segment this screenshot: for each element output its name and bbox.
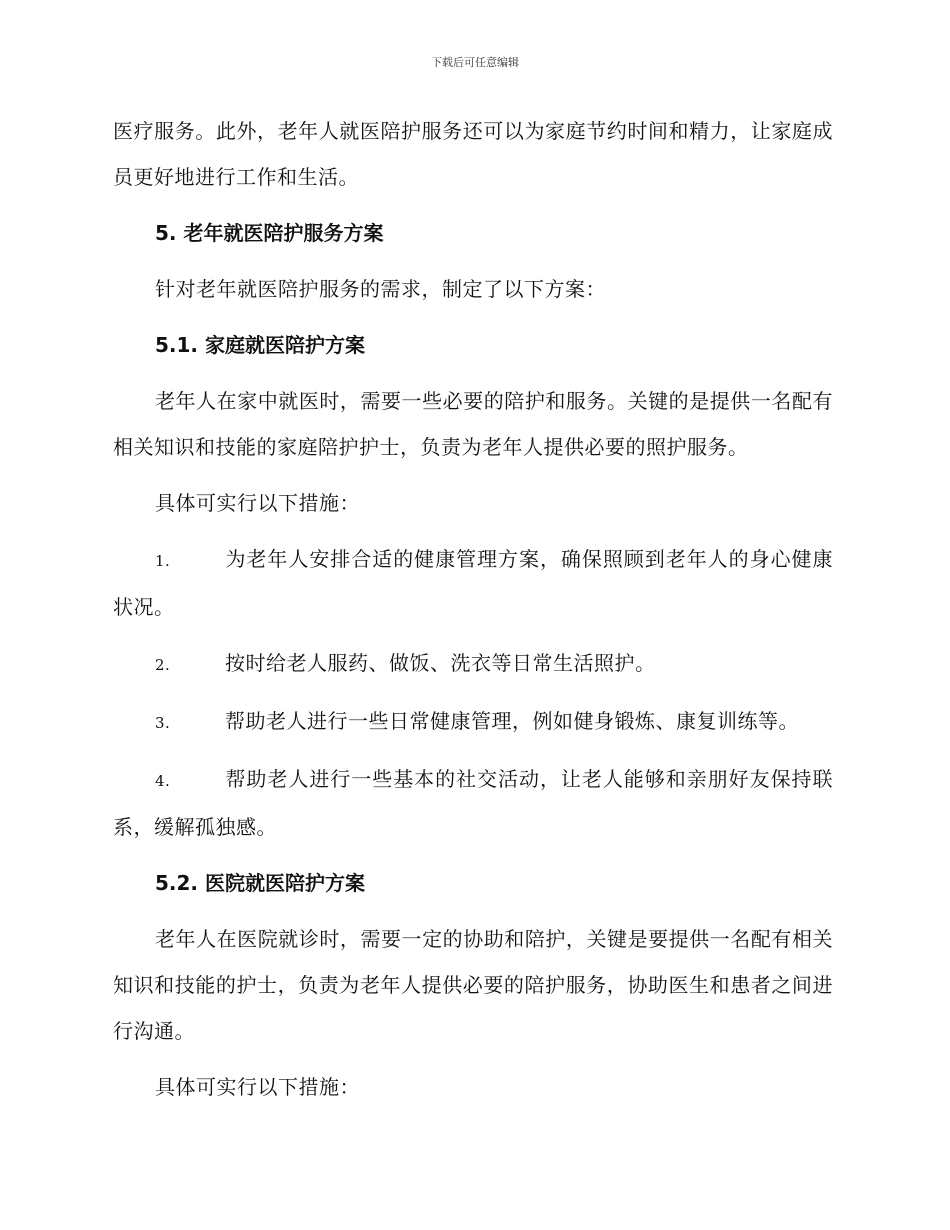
list-item-number: 4. xyxy=(155,772,171,790)
section-5-1-measures-label: 具体可实行以下措施： xyxy=(155,491,360,515)
list-item-number: 3. xyxy=(155,714,171,732)
continuation-paragraph: 医疗服务。此外，老年人就医陪护服务还可以为家庭节约时间和精力，让家庭成员更好地进行工作和生活。 xyxy=(113,119,833,189)
list-item xyxy=(113,536,833,630)
section-5-2-heading: 5.2. 医院就医陪护方案 xyxy=(155,871,365,895)
section-5-1-body: 老年人在家中就医时，需要一些必要的陪护和服务。关键的是提供一名配有相关知识和技能的家庭陪护护士，负责为老年人提供必要的照护服务。 xyxy=(113,389,833,459)
list-item-number: 2. xyxy=(155,656,171,674)
list-item xyxy=(113,756,833,850)
list-item xyxy=(113,640,833,688)
page-header: 下载后可任意编辑 xyxy=(431,56,519,69)
section-5-1-heading: 5.1. 家庭就医陪护方案 xyxy=(155,333,365,357)
document-body xyxy=(113,108,833,1110)
list-item-text: 帮助老人进行一些日常健康管理，例如健身锻炼、康复训练等。 xyxy=(225,709,799,733)
section-5-2-body: 老年人在医院就诊时，需要一定的协助和陪护，关键是要提供一名配有相关知识和技能的护士，负责为老年人提供必要的陪护服务，协助医生和患者之间进行沟通。 xyxy=(113,927,833,1043)
section-5-intro: 针对老年就医陪护服务的需求，制定了以下方案： xyxy=(155,277,606,301)
list-item xyxy=(113,698,833,746)
section-5-2-measures-label: 具体可实行以下措施： xyxy=(155,1075,360,1099)
list-item-text: 按时给老人服药、做饭、洗衣等日常生活照护。 xyxy=(225,651,656,675)
list-item-text: 为老年人安排合适的健康管理方案，确保照顾到老年人的身心健康状况。 xyxy=(113,547,833,619)
list-item-number: 1. xyxy=(155,552,171,570)
section-5-heading: 5. 老年就医陪护服务方案 xyxy=(155,221,384,245)
list-item-text: 帮助老人进行一些基本的社交活动，让老人能够和亲朋好友保持联系，缓解孤独感。 xyxy=(113,767,833,839)
